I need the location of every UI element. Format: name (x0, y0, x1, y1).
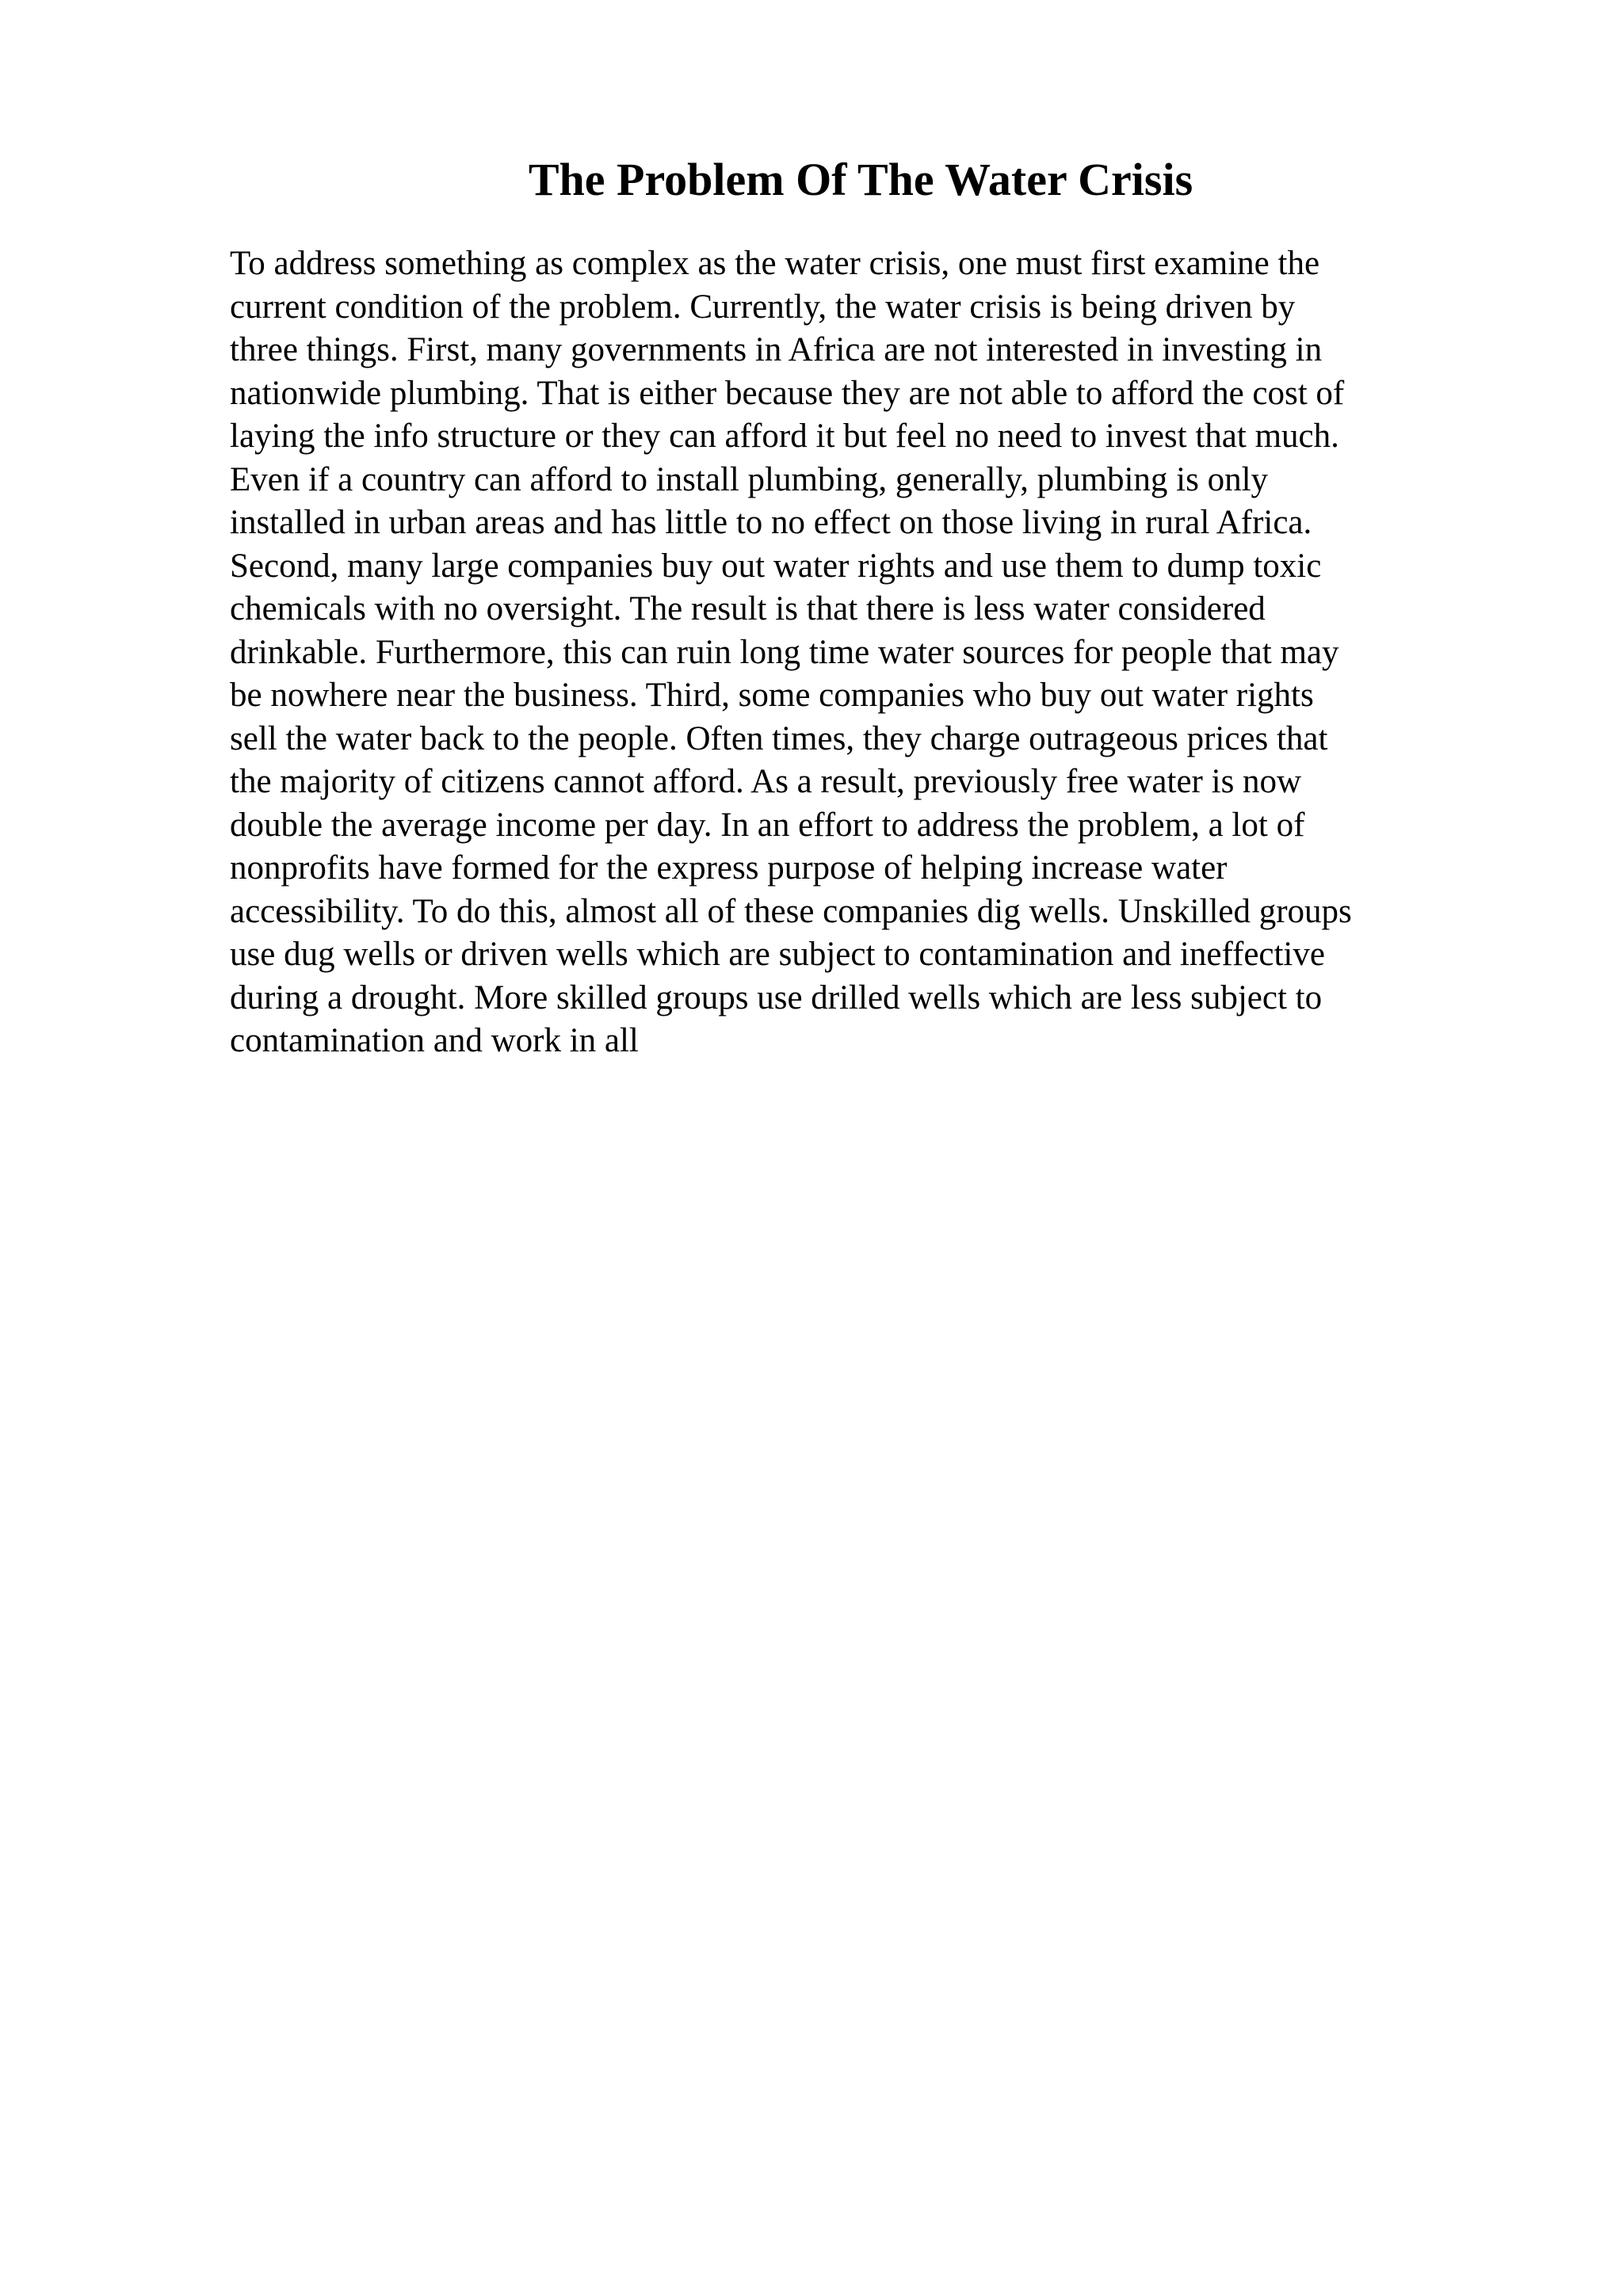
body-line: nonprofits have formed for the express purpose of helping increase water (230, 849, 1228, 887)
document-title: The Problem Of The Water Crisis (528, 154, 1193, 205)
body-line: double the average income per day. In an effort to address the problem, a lot of (230, 806, 1305, 844)
body-line: Second, many large companies buy out water rights and use them to dump toxic (230, 547, 1322, 585)
body-line: the majority of citizens cannot afford. As a result, previously free water is now (230, 763, 1302, 800)
body-line: installed in urban areas and has little to no effect on those living in rural Africa. (230, 504, 1312, 541)
body-line: use dug wells or driven wells which are subject to contamination and ineffective (230, 936, 1325, 973)
body-line: sell the water back to the people. Often times, they charge outrageous prices that (230, 719, 1328, 757)
body-line: drinkable. Furthermore, this can ruin long time water sources for people that may (230, 633, 1339, 671)
body-line: chemicals with no oversight. The result is that there is less water considered (230, 590, 1266, 627)
body-line: contamination and work in all (230, 1022, 639, 1059)
body-line: Even if a country can afford to install plumbing, generally, plumbing is only (230, 460, 1269, 498)
body-line: nationwide plumbing. That is either because they are not able to afford the cost of (230, 374, 1345, 412)
body-line: three things. First, many governments in Africa are not interested in investing in (230, 331, 1323, 368)
body-line: current condition of the problem. Currently, the water crisis is being driven by (230, 288, 1296, 326)
body-line: To address something as complex as the water crisis, one must first examine the (230, 245, 1320, 282)
body-line: be nowhere near the business. Third, some companies who buy out water rights (230, 677, 1314, 714)
document-body (230, 242, 1466, 1063)
body-line: during a drought. More skilled groups use drilled wells which are less subject to (230, 978, 1323, 1016)
body-line: laying the info structure or they can afford it but feel no need to invest that much. (230, 418, 1339, 455)
body-line: accessibility. To do this, almost all of these companies dig wells. Unskilled groups (230, 892, 1352, 930)
